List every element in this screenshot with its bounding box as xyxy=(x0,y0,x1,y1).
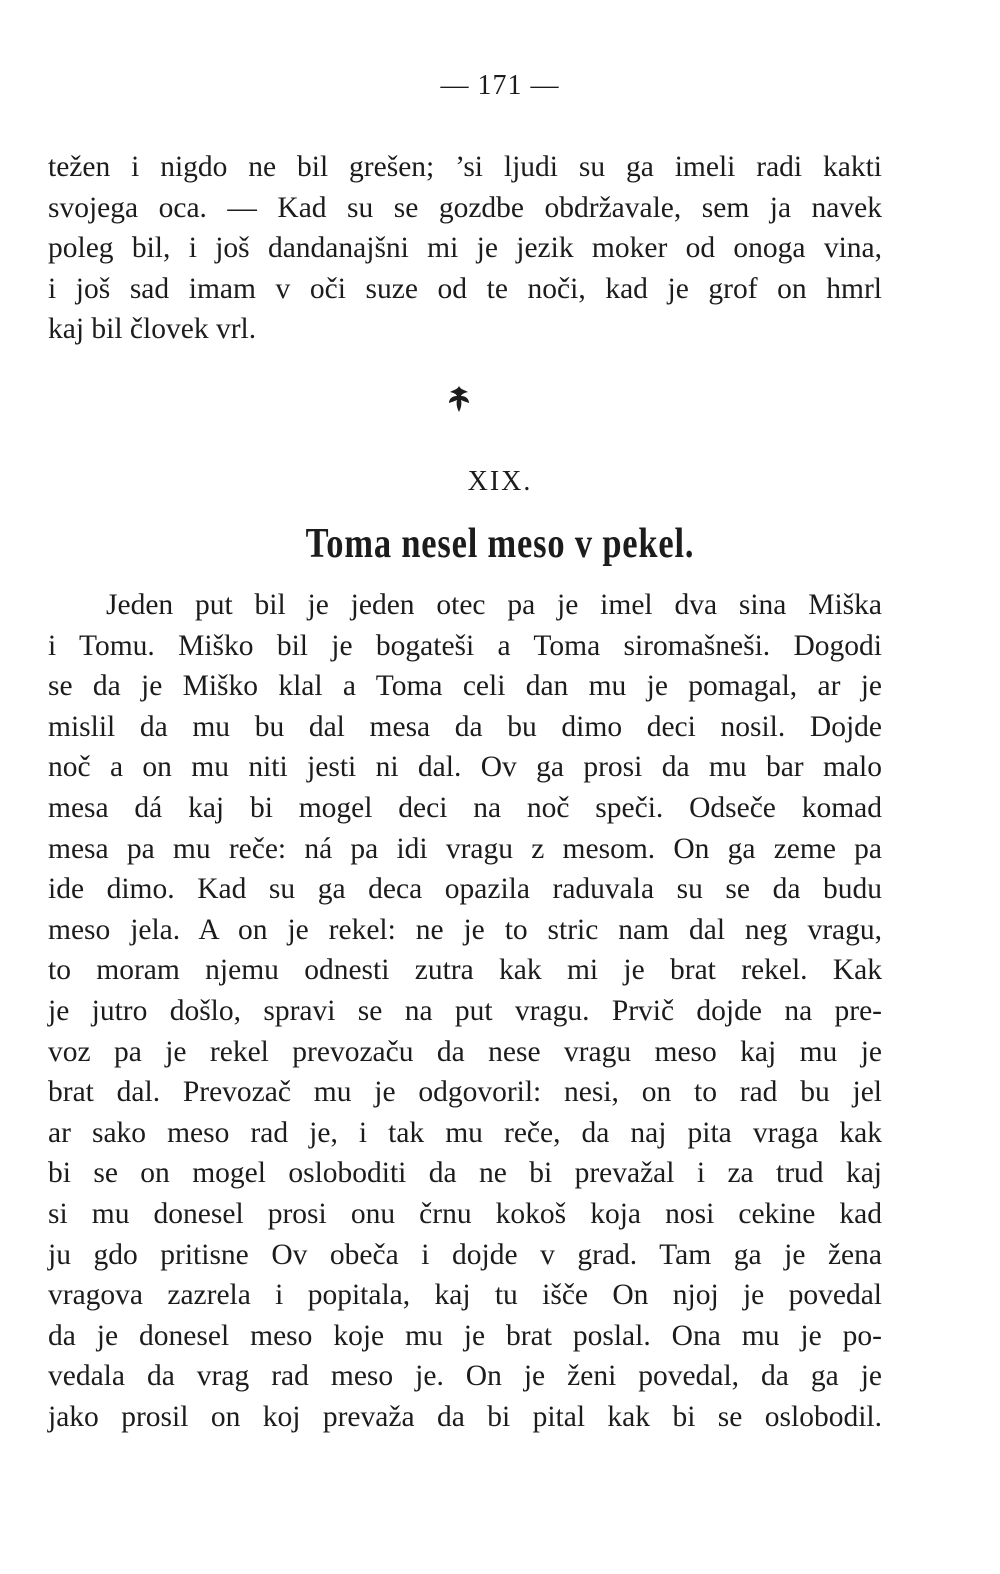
text-line: jako prosil on koj prevaža da bi pital kak bi se oslobodil. xyxy=(48,1400,882,1433)
text-line: mesa dá kaj bi mogel deci na noč speči. Odseče komad xyxy=(48,791,882,824)
text-line: i još sad imam v oči suze od te noči, kad je grof on hmrl xyxy=(48,272,882,305)
text-line: si mu donesel prosi onu črnu kokoš koja nosi cekine kad xyxy=(48,1197,882,1230)
top-paragraph xyxy=(48,147,882,350)
text-line: voz pa je rekel prevozaču da nese vragu meso kaj mu je xyxy=(48,1035,882,1068)
text-line: bi se on mogel osloboditi da ne bi prevažal i za trud kaj xyxy=(48,1157,882,1190)
text-line: Jeden put bil je jeden otec pa je imel dva sina Miška xyxy=(106,589,882,621)
text-line: da je donesel meso koje mu je brat poslal. Ona mu je po- xyxy=(48,1319,882,1352)
fleuron-icon xyxy=(444,384,474,414)
chapter-title: Toma nesel meso v pekel. xyxy=(305,521,695,567)
story-paragraph xyxy=(48,585,882,1437)
text-line: noč a on mu niti jesti ni dal. Ov ga prosi da mu bar malo xyxy=(48,751,882,784)
text-line: kaj bil človek vrl. xyxy=(48,313,257,346)
text-line: težen i nigdo ne bil grešen; ’si ljudi su ga imeli radi kakti xyxy=(48,151,882,183)
text-line: poleg bil, i još dandanajšni mi je jezik moker od onoga vina, xyxy=(48,232,882,265)
text-line: brat dal. Prevozač mu je odgovoril: nesi, on to rad bu jel xyxy=(48,1076,882,1109)
text-line: ju gdo pritisne Ov obeča i dojde v grad. Tam ga je žena xyxy=(48,1238,882,1271)
text-line: to moram njemu odnesti zutra kak mi je brat rekel. Kak xyxy=(48,954,882,987)
text-line: i Tomu. Miško bil je bogateši a Toma siromašneši. Dogodi xyxy=(48,629,882,662)
text-line: mislil da mu bu dal mesa da bu dimo deci nosil. Dojde xyxy=(48,710,882,743)
text-line: vedala da vrag rad meso je. On je ženi povedal, da ga je xyxy=(48,1360,882,1393)
page-number: — 171 — xyxy=(440,70,560,101)
text-line: je jutro došlo, spravi se na put vragu. Prvič dojde na pre- xyxy=(48,994,882,1027)
text-line: ide dimo. Kad su ga deca opazila raduvala su se da budu xyxy=(48,873,882,906)
text-line: ar sako meso rad je, i tak mu reče, da naj pita vraga kak xyxy=(48,1116,882,1149)
text-line: vragova zazrela i popitala, kaj tu išče On njoj je povedal xyxy=(48,1279,882,1312)
text-line: svojega oca. — Kad su se gozdbe obdržavale, sem ja navek xyxy=(48,191,882,224)
text-line: se da je Miško klal a Toma celi dan mu je pomagal, ar je xyxy=(48,670,882,703)
text-line: mesa pa mu reče: ná pa idi vragu z mesom. On ga zeme pa xyxy=(48,832,882,865)
text-line: meso jela. A on je rekel: ne je to stric nam dal neg vragu, xyxy=(48,913,882,946)
chapter-number: XIX. xyxy=(467,466,533,497)
